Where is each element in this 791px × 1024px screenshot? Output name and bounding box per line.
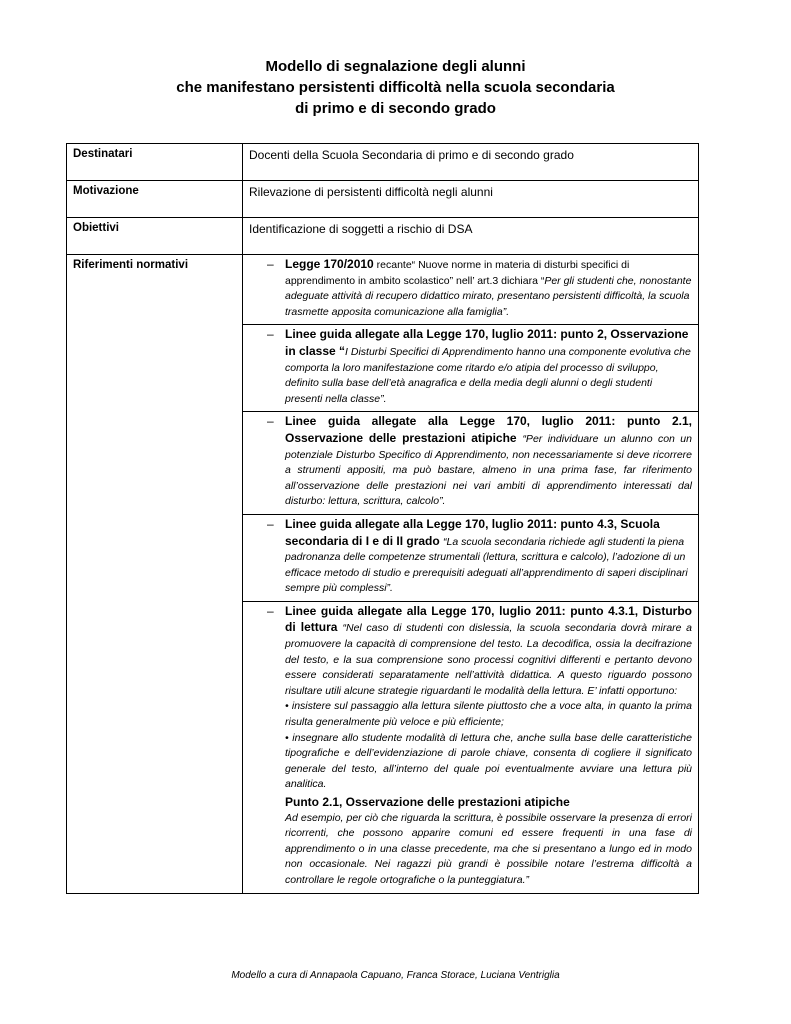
ref-item-legge-170 [243, 255, 698, 325]
ref-quote-2: Ad esempio, per ciò che riguarda la scrittura, è possibile osservare la presenza di errori ricorrenti, che possono apparire comuni ed essere frequenti in una fase di apprendimento o in una classe precedente, ma che si presentano a lungo ed in modo non occasionale. Nei ragazzi più grandi è possibile notare l’estrema difficoltà a controllare le regole ortografiche o la punteggiatura.” [285, 811, 692, 886]
label-obiettivi: Obiettivi [67, 218, 243, 255]
ref-quote-tail: ”. [502, 305, 510, 318]
reading-bullet-1: • insistere sul passaggio alla lettura silente piuttosto che a voce alta, in quanto la prima risulta generalmente più veloce e più efficiente; [285, 700, 692, 729]
ref-head: Legge 170/2010 [285, 257, 374, 271]
ref-text: recante“ Nuove norme in materia di disturbi specifici di apprendimento in ambito scolastico” nell’ art.3 dichiara “ [285, 259, 630, 287]
reading-bullet-2: • insegnare allo studente modalità di lettura che, anche sulla base delle caratteristiche tipografiche e dell’evidenziazione di parole chiave, consenta di cogliere il significato generale del testo, all’interno del quale poi eventualmente avviare una lettura più analitica. [285, 731, 692, 791]
document-title [0, 56, 791, 119]
ref-head: Linee guida allegate alla Legge 170, luglio 2011: punto 4.3, Scuola secondaria di I e di II grado [285, 516, 660, 548]
ref-item-punto-2-1 [243, 412, 698, 515]
dash-bullet: – [267, 257, 274, 271]
dash-bullet: – [267, 414, 274, 429]
ref-quote: “Nel caso di studenti con dislessia, la scuola secondaria dovrà mirare a promuovere la capacità di comprensione del testo. La decodifica, ossia la decifrazione del testo, e la sua comprensione sono processi cognitivi differenti e pertanto devono essere considerati separatamente nell’attività didattica. A questo riguardo possono risultare utili alcune strategie riguardanti le modalità della lettura. E’ infatti opportuno: [285, 622, 692, 697]
row-riferimenti [67, 255, 699, 894]
ref-item-punto-2 [243, 325, 698, 412]
title-line-1: Modello di segnalazione degli alunni [265, 58, 526, 75]
row-obiettivi [67, 218, 699, 255]
footer-credits: Modello a cura di Annapaola Capuano, Franca Storace, Luciana Ventriglia [231, 970, 560, 981]
title-line-3: di primo e di secondo grado [295, 100, 496, 117]
dash-bullet: – [267, 516, 274, 531]
label-motivazione: Motivazione [67, 181, 243, 218]
value-destinatari: Docenti della Scuola Secondaria di primo e di secondo grado [243, 144, 699, 181]
dash-bullet: – [267, 603, 274, 618]
ref-head: Linee guida allegate alla Legge 170, luglio 2011: punto 4.3.1, Disturbo di lettura [285, 603, 692, 635]
value-obiettivi: Identificazione di soggetti a rischio di DSA [243, 218, 699, 255]
label-destinatari: Destinatari [67, 144, 243, 181]
ref-head: Linee guida allegate alla Legge 170, luglio 2011: punto 2, Osservazione in classe “ [285, 327, 689, 358]
row-destinatari [67, 144, 699, 181]
ref-quote: “La scuola secondaria richiede agli studenti la piena padronanza delle competenze strumentali (lettura, scrittura e calcolo), l’adozione di un efficace metodo di studio e prerequisiti adeguati all’apprendimento di saperi disciplinari sempre più complessi”. [285, 535, 688, 595]
title-line-2: che manifestano persistenti difficoltà nella scuola secondaria [176, 79, 615, 96]
row-motivazione [67, 181, 699, 218]
ref-quote: I Disturbi Specifici di Apprendimento hanno una componente evolutiva che comporta la loro manifestazione come ritardo e/o atipia del processo di sviluppo, definito sulla base dell’età anagrafica e della media degli alunni o degli studenti presenti nella classe”. [285, 345, 691, 405]
label-riferimenti: Riferimenti normativi [67, 255, 243, 894]
ref-subhead: Punto 2.1, Osservazione delle prestazioni atipiche [285, 795, 570, 809]
riferimenti-list [243, 255, 699, 894]
ref-quote: Per gli studenti che, nonostante adeguate attività di recupero didattico mirato, presentano persistenti difficoltà, la scuola trasmette apposita comunicazione alla famiglia [285, 274, 692, 318]
ref-item-punto-4-3 [243, 515, 698, 602]
ref-quote: “Per individuare un alunno con un potenziale Disturbo Specifico di Apprendimento, non necessariamente si deve ricorrere a strumenti appositi, ma può bastare, almeno in una prima fase, far riferimento all’osservazione delle prestazioni nei vari ambiti di apprendimento interessati dal disturbo: lettura, scrittura, calcolo”. [285, 432, 692, 508]
dash-bullet: – [267, 327, 274, 342]
ref-item-punto-4-3-1 [243, 602, 698, 893]
value-motivazione: Rilevazione di persistenti difficoltà negli alunni [243, 181, 699, 218]
form-table [66, 143, 699, 894]
ref-head: Linee guida allegate alla Legge 170, luglio 2011: punto 2.1, Osservazione delle prestazioni atipiche [285, 414, 692, 445]
